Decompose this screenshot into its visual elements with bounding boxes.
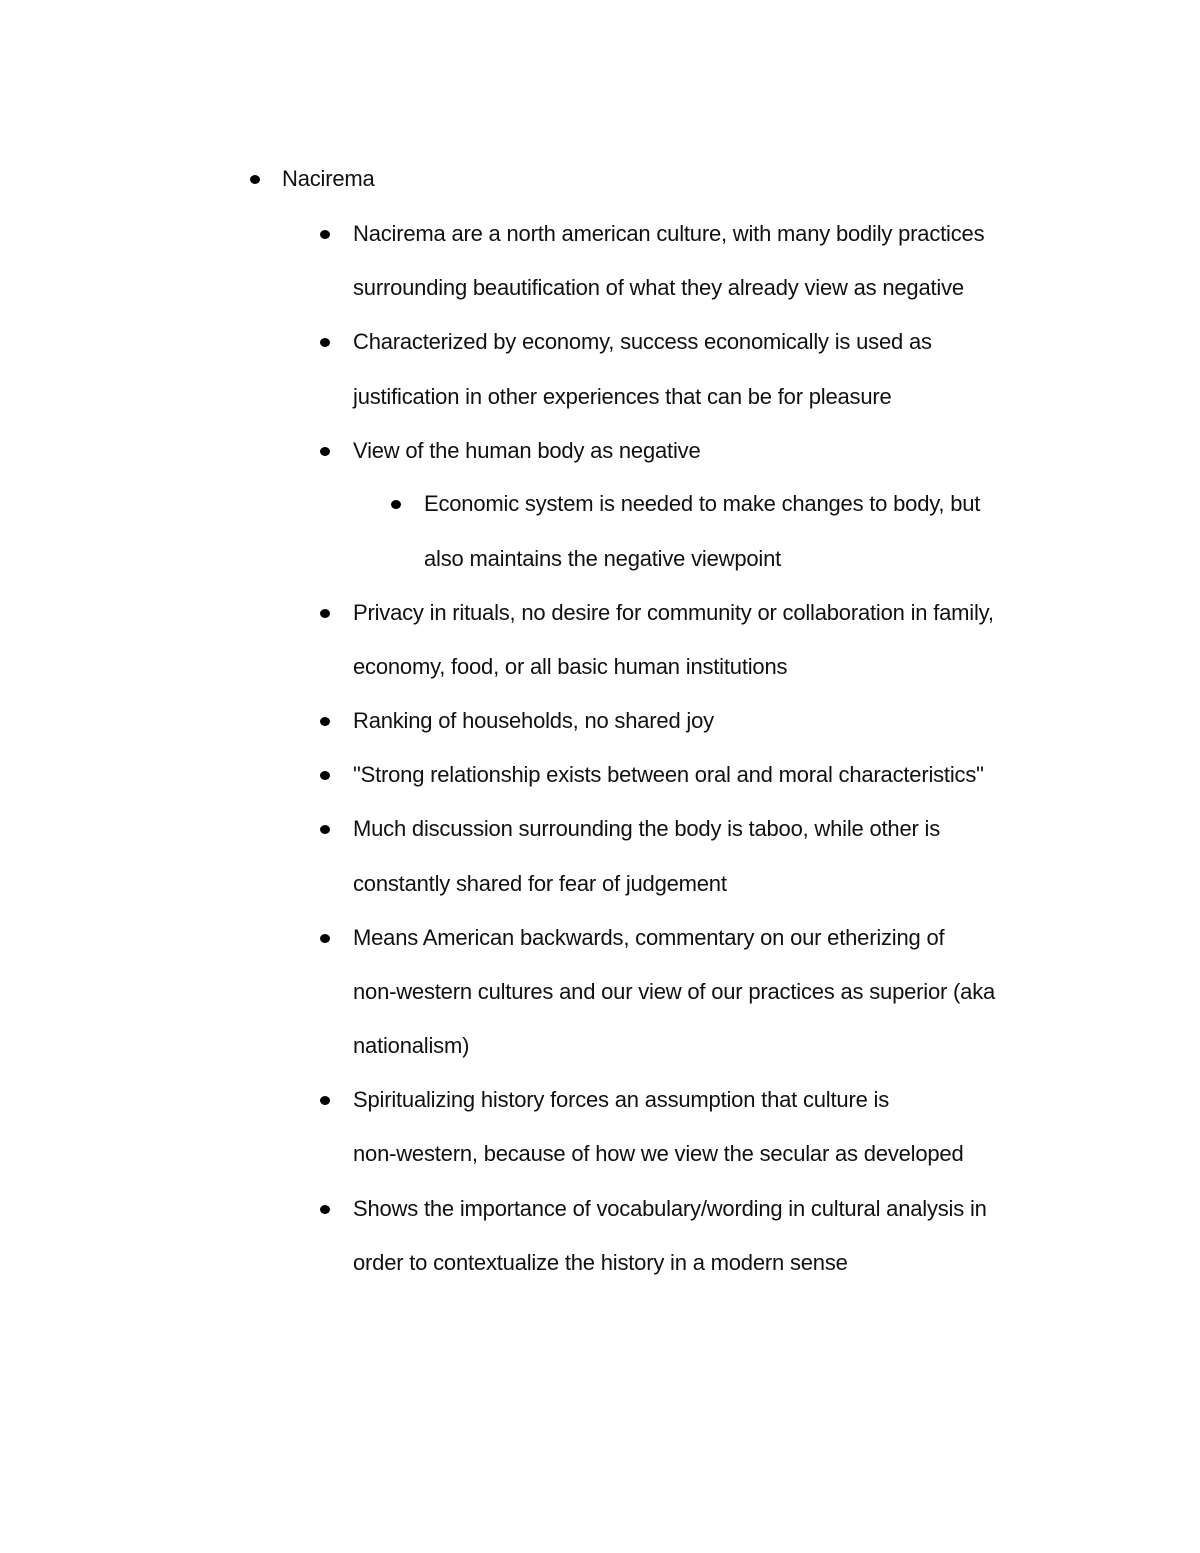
list-item-line: economy, food, or all basic human institutions <box>353 654 788 679</box>
list-item-line: "Strong relationship exists between oral and moral characteristics" <box>353 762 984 787</box>
bullet-icon <box>320 771 330 780</box>
list-item-line: Shows the importance of vocabulary/wording in cultural analysis in <box>353 1196 987 1221</box>
bullet-icon <box>320 1205 330 1214</box>
bullet-icon <box>320 447 330 456</box>
list-item-line: View of the human body as negative <box>353 438 701 463</box>
topic-heading: Nacirema <box>282 166 375 191</box>
list-item-line: nationalism) <box>353 1033 470 1058</box>
bullet-icon <box>250 175 260 184</box>
list-item-line: Characterized by economy, success economically is used as <box>353 329 932 354</box>
bullet-icon <box>320 934 330 943</box>
list-item-line: Privacy in rituals, no desire for community or collaboration in family, <box>353 600 994 625</box>
list-item-line: order to contextualize the history in a modern sense <box>353 1250 848 1275</box>
bullet-icon <box>320 338 330 347</box>
list-item-line: Spiritualizing history forces an assumption that culture is <box>353 1087 890 1112</box>
list-item-line: non-western cultures and our view of our practices as superior (aka <box>353 979 996 1004</box>
list-item-line: Nacirema are a north american culture, with many bodily practices <box>353 221 985 246</box>
bullet-icon <box>320 1096 330 1105</box>
bullet-icon <box>320 825 330 834</box>
bullet-icon <box>320 230 330 239</box>
sub-list-item-line: Economic system is needed to make changes to body, but <box>424 491 981 516</box>
list-item-line: Means American backwards, commentary on our etherizing of <box>353 925 945 950</box>
bullet-icon <box>320 609 330 618</box>
list-item-line: Ranking of households, no shared joy <box>353 708 714 733</box>
sub-list-item-line: also maintains the negative viewpoint <box>424 546 782 571</box>
bullet-icon <box>391 500 401 509</box>
list-item-line: justification in other experiences that can be for pleasure <box>353 384 892 409</box>
list-item-line: Much discussion surrounding the body is taboo, while other is <box>353 816 941 841</box>
list-item-line: non-western, because of how we view the secular as developed <box>353 1141 964 1166</box>
bullet-icon <box>320 717 330 726</box>
list-item-line: surrounding beautification of what they already view as negative <box>353 275 964 300</box>
list-item-line: constantly shared for fear of judgement <box>353 871 727 896</box>
